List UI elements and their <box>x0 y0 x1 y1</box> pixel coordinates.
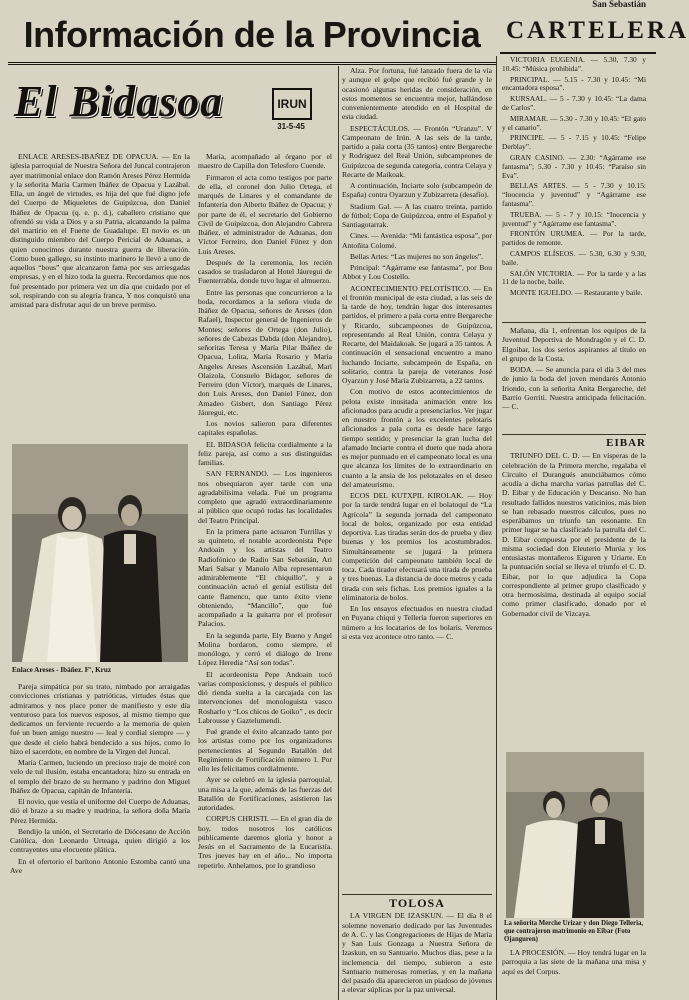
article-paragraph: Fué grande el éxito alcanzado tanto por los artistas como por los organizadores pertenecientes al Segundo Batallón del Regimiento de Fortificación número 1. Por ello les felicitamos cordialmente. <box>198 727 332 773</box>
section-rule <box>502 322 646 323</box>
article-paragraph: Bendijo la unión, el Secretario de Diócesano de Acción Católica, don Leonardo Urteaga, quien dirigió a los contrayentes una elocuente plática. <box>10 826 190 855</box>
masthead-city: IRUN <box>272 88 312 120</box>
article-paragraph: En la primera parte actuaron Turrillas y su quinteto, el notable acordeonista Pepe Andoain y los artistas del Teatro Radiofónico de Radio San Sebastián, Ari Mari Salsar y Manolo Alba representaron admirablemente “El chiquillo”, y a continuación actuó el genial estilista del cante flamenco, que tanto éxito viene obteniendo, “Mancillo”, que fué acompañado a la guitarra por el profesor Palacios. <box>198 526 332 629</box>
article-paragraph: A continuación, Inciarte solo (subcampeón de España) contra Oyarzun y Zubizarreta (desafío). <box>342 181 492 200</box>
listing: PRINCIPAL. — 5.15 - 7.30 y 10.45: “Mi encantadora esposa”. <box>502 74 646 93</box>
article-paragraph: EL BIDASOA felicita cordialmente a la feliz pareja, así como a sus distinguidas familias. <box>198 439 332 467</box>
article-paragraph: En los ensayos efectuados en nuestra ciudad en Puyana chiquí y Tellería fueron superiores en número a los locatarios de los bolaris. Veremos si esta vez acontece otro tanto. — C. <box>342 604 492 641</box>
article-paragraph: TRIUNFO DEL C. D. — En vísperas de la celebración de la Primera merche, regalaba el Circuito el Durangués anunciábamos cómo acudía a dicha marcha varias patrullas del C. D. Eibar y de Educación y Descanso. No han resultado fallidos nuestros vaticinios, más bien se han rebasado nuestros cálculos, pues no esperábamos un triunfo tan resonante. En primer lugar se ha clasificado la patrulla del C. D. Eibar compuesta por el presidente de la misma sociedad don Eleuterio Murúa y los entusiastas montañeros Eiguren y Uriarte. En la puntuación social se lleva el triunfo el C. D. Eibar, por lo que adjudica la Copa correspondiente al primer grupo clasificado y otra hermosísima, destinada al equipo social como primer clasificado, donado por el Gobernador civil de Vizcaya. <box>502 451 646 618</box>
masthead-date: 31-5-45 <box>277 122 305 131</box>
column-rule <box>496 56 497 1000</box>
masthead <box>14 70 269 140</box>
article-paragraph: BODA. — Se anuncia para el día 3 del mes de junio la boda del joven mendarés Antonio Iriondo, con la señorita Anita Bergareche, del Barrio Gorriti. Nuestra anticipada felicitación. — C. <box>502 365 646 411</box>
cartelera-heading: CARTELERA <box>500 10 656 54</box>
article-paragraph: Stadium Gal. — A las cuatro treinta, partido de fútbol; Copa de Guipúzcoa, entre el Español y Santiagotarrak. <box>342 201 492 229</box>
article-paragraph: ACONTECIMIENTO PELOTÍSTICO. — En el frontón municipal de esta ciudad, a las seis de la tarde de hoy, tendrán lugar dos interesantes partidos, el primero a pala corta entre Bergareche y Ricardo, subcampeones de Guipúzcoa, representando al Real Unión, contra Celaya y Recarte, del Maidakoak. Se jugará a 35 tantos. A continuación el sensacional encuentro a mano luchando Inciarte, subcampeón de España, en solitario, contra la pareja de veteranos José Oyarzun y José María Zubizarreta, a 22 tantos. <box>342 283 492 385</box>
article-paragraph: El acordeonista Pepe Andoain tocó varias composiciones, y después el público dió rienda suelta a la carcajada con las intervenciones del monologuista vasco Rosharlo y “Los chicos de Goiko” , es decir Labrousse y Gaztelumendi. <box>198 669 332 725</box>
article-paragraph: CORPUS CHRISTI. — En el gran día de hoy, todos nosotros los católicos públicamente daremos gloria y honor a Jesús en el Sacramento de la Eucaristía. Tres jueves hay en el año... No importa repetirlo. Anhelamos, por lo grandioso <box>198 814 332 870</box>
article-paragraph: María, acompañado al órgano por el maestro de Capilla don Telesforo Cuende. <box>198 152 332 171</box>
cartelera-listings <box>502 56 646 318</box>
eibar-heading: EIBAR <box>606 437 646 449</box>
column-3 <box>342 66 492 892</box>
column-1-bottom <box>10 682 190 1000</box>
article-paragraph: El novio, que vestía el uniforme del Cuerpo de Aduanas, dió el brazo a su madre y madrina, la señora doña María Pérez Hermida. <box>10 797 190 825</box>
listing: TRUEBA. — 5 - 7 y 10.15: “Inocencia y juventud” y “Agárrame ese fantasma”. <box>502 209 646 228</box>
wedding-photo-image <box>12 444 188 662</box>
eibar-section <box>502 436 646 748</box>
eibar-photo-caption: La señorita Merche Urizar y don Diego Telleria, que contrajeron matrimonio en Eibar (Foto Ojanguren) <box>504 920 644 943</box>
column-rule <box>338 66 339 1000</box>
article-paragraph: ECOS DEL KUTXPIL KIROLAK. — Hoy por la tarde tendrá lugar en el bolatoquí de “La Agrícola” la segunda jornada del campeonato local de bolos, organizado por esta entidad deportiva. Las tiradas serán dos de prueba y diez buenas y los premios los acostumbrados. Simultáneamente se jugará la primera competición del campeonato también local de toca. Cada tirador efectuará una tirada de prueba y tres buenas. La distancia de doce metros y cada tirada con seis fichas. Los premios iguales a la eliminatoria de bolos. <box>342 491 492 602</box>
eibar-wedding-photo <box>506 752 644 918</box>
page-city: San Sebastián <box>592 0 646 9</box>
article-paragraph: Mañana, día 1, enfrentan los equipos de la Juventud Deportiva de Mondragón y el C. D. Elgoibar, los dos serios aspirantes al título en el grupo de la Costa. <box>502 326 646 363</box>
listing: MIRAMAR. — 5.30 - 7.30 y 10.45: “El gato y el canario”. <box>502 113 646 132</box>
procesion-section <box>502 948 646 1000</box>
article-paragraph: Después de la ceremonia, los recién casados se trasladaron al Hotel Jáuregui de Fuenterrabía, donde tuvo lugar el almuerzo. <box>198 257 332 286</box>
listing: VICTORIA EUGENIA. — 5.30, 7.30 y 10.45: “Música prohibida”. <box>502 55 646 73</box>
listing: BELLAS ARTES. — 5 - 7.30 y 10.15: “Inocencia y juventud” y “Agárrame ese fantasma”. <box>502 181 646 208</box>
column-1-top <box>10 152 190 436</box>
listing: FRONTÓN URUMEA. — Por la tarde, partidos de remonte. <box>502 229 646 248</box>
article-paragraph: En la segunda parte, Ely Bueno y Angel Molina bordaron, como siempre, el monólogo, y cerró el diálogo de Irene López Heredia “Así son todas”. <box>198 630 332 668</box>
section-headline: Información de la Provincia <box>8 8 496 65</box>
eibar-photo-image <box>506 752 644 918</box>
article-paragraph: ENLACE ARESES-IBAÑEZ DE OPACUA. — En la iglesia parroquial de Nuestra Señora del Juncal contrajeron ayer matrimonial enlace don Ramón Areses Pérez Hermida y la señorita María Carmen Ibáñez de Opacua y Lazábal. Ella, un ángel de virtudes, es hija del que fué digno jefe del Cuerpo de Miqueletes de Guipúzcoa, don Daniel Ibáñez de Opacua (q. e. p. d.), caballero cristiano que ofrendó su vida a Dios y a su Patria, alcanzando la palma del martirio en el Fuerte de Guadalupe. El novio es un distinguido miembro del Cuerpo Pericial de Aduanas, a quien conocimos durante nuestra guerra de liberación. Como buen gallego, su instinto marinero le llevó a uno de aquellos “bous” que alcanzaron fama por sus arriesgadas empresas, y en el hizo toda la guerra. Recordamos que nos fué presentado por primera vez un día que cuidado por el sol, respirando con su alegría franca, Y nos conquistó una amistad para disfrutar aquí de un breve permiso. <box>10 152 190 309</box>
section-rule <box>342 894 492 895</box>
masthead-title: El Bidasoa <box>14 77 224 126</box>
listing: CAMPOS ELÍSEOS. — 5.30, 6.30 y 9.30, baile. <box>502 248 646 267</box>
article-paragraph: LA VIRGEN DE IZASKUN. — El día 8 el solemne novenario dedicado por las Juventudes de A. C. y las Congregaciones de Hijas de María y San Luis Gonzaga a Nuestra Señora de Izaskun, en su Santuario. Muchos días, pese a la inclemencia del tiempo, subieron a este Santuario numerosas romerías, y en la mañana del pasado día aparecieron un piadoso de jóvenes a elevar súplicas por la paz universal. <box>342 911 492 995</box>
tolosa-heading: TOLOSA <box>389 896 445 910</box>
column-2 <box>198 152 332 1000</box>
tolosa-section <box>342 896 492 1000</box>
listing: GRAN CASINO. — 2.30: “Agárrame ese fantasma”; 5.30 - 7.30 y 10.45: “Paraíso sin Eva”. <box>502 152 646 180</box>
article-paragraph: ESPECTÁCULOS. — Frontón “Uranzu”. V Campeonato de Irún. A las seis de la tarde, partido a pala corta (35 tantos) entre Bergareche y Rodríguez del Real Unión, subcampeones de Guipúzcoa de segunda categoría, contra Celaya y Recarte de Maikoak. <box>342 123 492 179</box>
wedding-caption: Enlace Areses - Ibáñez. Fº, Kruz <box>12 666 112 674</box>
article-paragraph: Ayer se celebró en la iglesia parroquial, una misa a la que, además de las fuerzas del Batallón de Fortificaciones, asistieron las autoridades. <box>198 775 332 812</box>
listing: PRINCIPE. — 5 - 7.15 y 10.45: “Felipe Derblay”. <box>502 133 646 152</box>
article-paragraph: LA PROCESIÓN. — Hoy tendrá lugar en la parroquia a las siete de la mañana una misa y aquí es del Corpus. <box>502 948 646 976</box>
article-paragraph: Principal: “Agárrame ese fantasma”, por Bou Abbot y Lou Costello. <box>342 263 492 282</box>
article-paragraph: SAN FERNANDO. — Los ingenieros nos obsequiaron ayer tarde con una agradabilísima velada. Fué un programa completo que agradó extraordinariamente al público que ocupó todas las localidades del Teatro Principal. <box>198 469 332 525</box>
article-paragraph: Con motivo de estos acontecimientos de pelota existe inusitada animación entre los aficionados para acudir a presenciarlos. Ver jugar en nuestro frontón a los excelentes pelotaris aficionados a pala corta es desde hace largo tiempo sentido; y presenciar la gran lucha del afamado Inciarte contra el dueto que nada ahora es mejor puntuado en el campeonato local es una que alcanza los límites de lo extraordinario en cuanto a la ansia de los pelotazales en el deseo del amateurismo. <box>342 387 492 489</box>
article-paragraph: Alza. Por fortuna, fué lanzado fuera de la vía y aunque el golpe que recibió fué grande y le ocasionó algunas heridas de consideración, en estos momentos se encuentra mejor, hallándose convenientemente atendido en el Hospital de esta ciudad. <box>342 66 492 122</box>
column-4-top <box>502 326 646 432</box>
listing: SALÓN VICTORIA. — Por la tarde y a las 11 de la noche, baile. <box>502 268 646 287</box>
article-paragraph: Bellas Artes: “Las mujeres no son ángeles”. <box>350 251 484 261</box>
wedding-photo <box>12 444 188 662</box>
article-paragraph: Los novios salieron para diferentes capitales españolas. <box>198 419 332 438</box>
article-paragraph: Firmaron el acta como testigos por parte de ella, el coronel don Julio Ortega, el marqués de Linares y el comandante de Infantería don Alberto Ibáñez de Opacua; y por parte de él, el secretario del Gobierno Civil de Guipúzcoa, don Alejandro Cabrera Ibáñez, el administrador de Aduanas, don Víctor Ferreiro, don Daniel Fúnez y don Luis Areses. <box>198 172 332 256</box>
article-paragraph: Cines. — Avenida: “Mi fantástica esposa”, por Antoñita Colomé. <box>342 231 492 250</box>
article-paragraph: Pareja simpática por su trato, nimbado por arraigadas convicciones cristianas y patrióticas, virtudes éstas que admiramos y nos place poner de manifiesto y este día venturoso para los nuevos esposos, al mismo tiempo que dedicamos un ferviente recuerdo a la memoria de quien fué un buen amigo nuestro — leal y cordial siempre — y que desde el cielo habrá bendecido a sus hijos, como lo hizo el sacerdote, en nombre de la Virgen del Juncal. <box>10 682 190 756</box>
article-paragraph: María Carmen, luciendo un precioso traje de moiré con velo de tul ilusión, estaba encantadora; hizo su entrada en el templo del brazo de su hermano y padrino don Miguel Ibáñez de Opacua, capitán de Infantería. <box>10 758 190 795</box>
article-paragraph: En el ofertorio el barítono Antonio Estomba cantó una Ave <box>10 856 190 875</box>
article-paragraph: Entre las personas que concurrieron a la boda, recordamos a la señora viuda de Ibáñez de Opacua, señores de Areses (don Rafael), Inspector general de Ingenieros de Montes; señores de Ortega (don Julio), señores de Cabezas Dabda (don Alejandro), señoritas Teresa y María Pilar Ibáñez de Opacua, Lolita, María Rosario y María Angeles Areses Ascensión Lazábal, Mari Olaizola, Consuelo Bidagor, señores de Ferreiro (don Víctor), marqués de Linares, don Luis Areses, don Daniel Fúnez, don Amadeo Gisbert, don Santiago Pérez Jáuregui, etc. <box>198 287 332 417</box>
listing: KURSAAL. — 5 - 7.30 y 10.45: “La dama de Carlos”. <box>502 94 646 112</box>
listing: MONTE IGUELDO. — Restaurante y baile. <box>510 288 643 298</box>
section-rule <box>502 434 646 435</box>
